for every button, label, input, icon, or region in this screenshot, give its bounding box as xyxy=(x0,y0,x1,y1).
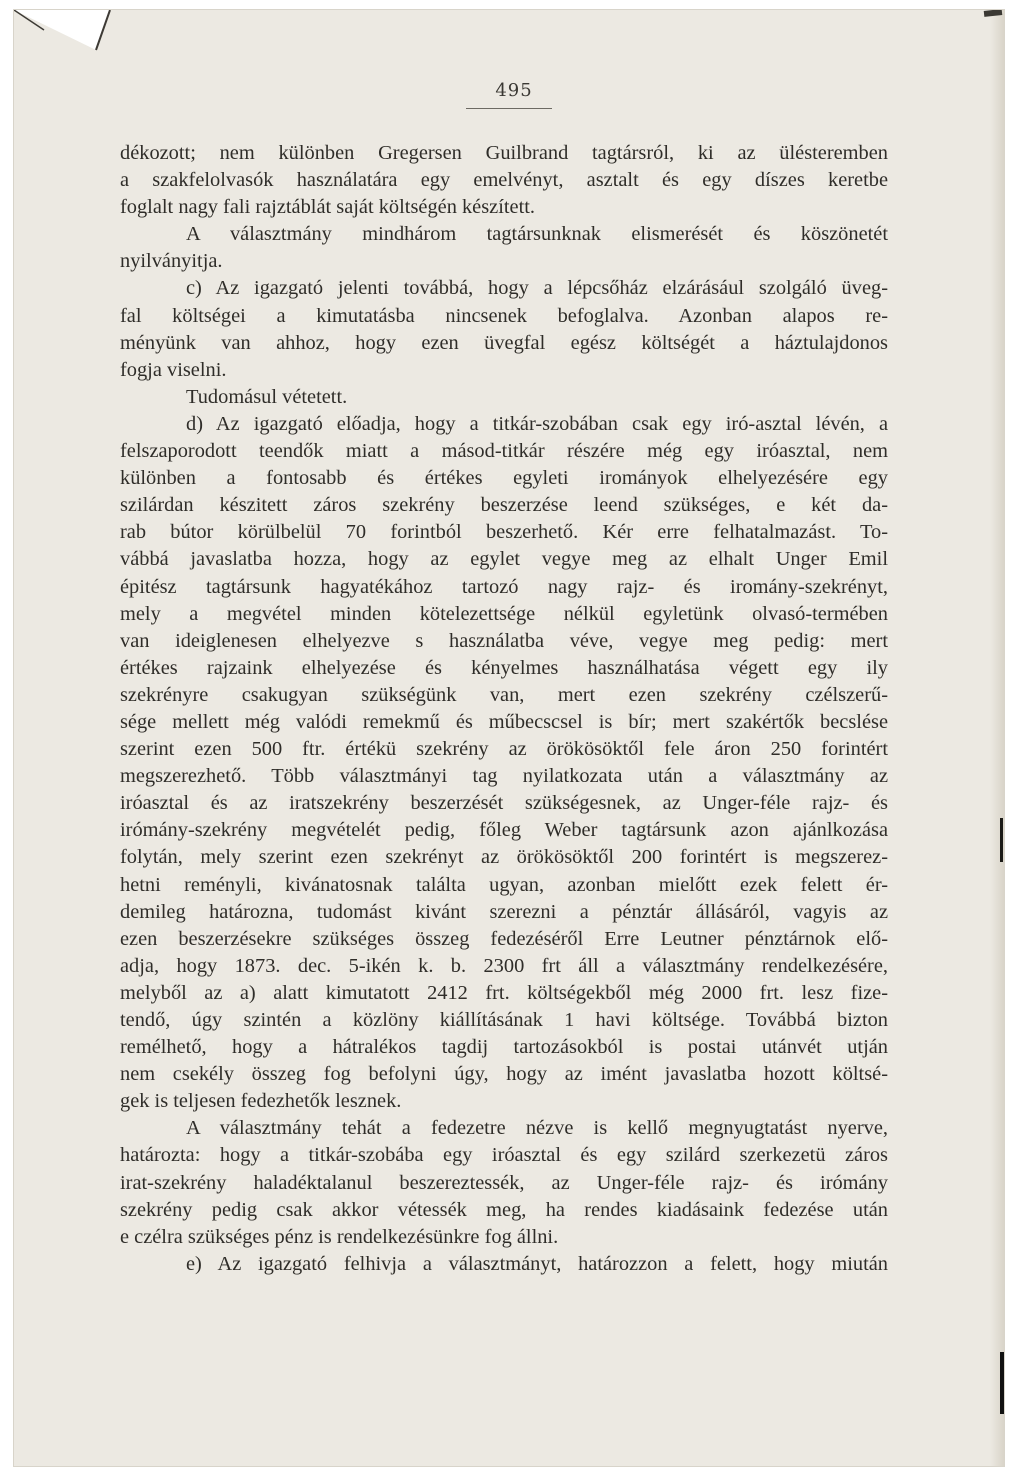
text-line: rab bútor körülbelül 70 forintból beszerhető. Kér erre felhatalmazást. To- xyxy=(120,521,888,544)
header-rule xyxy=(466,108,552,109)
text-line: épitész tagtársunk hagyatékához tartozó nagy rajz- és iromány-szekrényt, xyxy=(120,575,888,598)
text-line: különben a fontosabb és értékes egyleti irományok elhelyezésére egy xyxy=(120,467,888,490)
text-line: ményünk van ahhoz, hogy ezen üvegfal egész költségét a háztulajdonos xyxy=(120,331,888,354)
text-line: a szakfelolvasók használatára egy emelvényt, asztalt és egy díszes keretbe xyxy=(120,169,888,192)
page-edge-shadow xyxy=(990,10,1004,1466)
text-line: szilárdan készitett záros szekrény beszerzése leend szükséges, e két da- xyxy=(120,494,888,517)
text-line: fal költségei a kimutatásba nincsenek befoglalva. Azonban alapos re- xyxy=(120,304,888,327)
text-line: gek is teljesen fedezhetők lesznek. xyxy=(120,1090,402,1113)
text-line: vábbá javaslatba hozza, hogy az egylet vegye meg az elhalt Unger Emil xyxy=(120,548,888,571)
text-line: e czélra szükséges pénz is rendelkezésünkre fog állni. xyxy=(120,1225,559,1248)
text-line: szekrény pedig csak akkor vétessék meg, ha rendes kiadásaink fedezése után xyxy=(120,1198,888,1221)
text-line: sége mellett még valódi remekmű és műbecscsel is bír; mert szakértők becslése xyxy=(120,710,888,733)
body-text xyxy=(120,140,888,1278)
text-line: d) Az igazgató előadja, hogy a titkár-szobában csak egy iró-asztal lévén, a xyxy=(186,412,888,435)
text-line: remélhető, hogy a hátralékos tagdij tartozásokból is postai utánvét utján xyxy=(120,1036,888,1059)
text-line: e) Az igazgató felhivja a választmányt, határozzon a felett, hogy miután xyxy=(186,1252,888,1275)
page-number: 495 xyxy=(495,80,533,101)
text-line: megszerezhető. Több választmányi tag nyilatkozata után a választmány az xyxy=(120,765,888,788)
text-line: hetni reményli, kivánatosnak találta ugyan, azonban mielőtt ezek felett ér- xyxy=(120,873,888,896)
margin-ink-mark xyxy=(1000,818,1003,862)
text-line: tendő, úgy szintén a közlöny kiállításának 1 havi költsége. Továbbá bizton xyxy=(120,1009,888,1031)
text-line: adja, hogy 1873. dec. 5-ikén k. b. 2300 frt áll a választmány rendelkezésére, xyxy=(120,954,888,977)
text-line: foglalt nagy fali rajztáblát saját költségén készített. xyxy=(120,196,536,219)
text-line: melyből az a) alatt kimutatott 2412 frt. költségekből még 2000 frt. lesz fize- xyxy=(120,981,888,1004)
text-line: ezen beszerzésekre szükséges összeg fedezéséről Erre Leutner pénztárnok elő- xyxy=(120,927,888,950)
text-line: folytán, mely szerint ezen szekrényt az örökösöktől 200 forintért is megszerez- xyxy=(120,846,888,869)
text-line: nem csekély összeg fog befolyni úgy, hogy az imént javaslatba hozott költsé- xyxy=(120,1063,888,1086)
text-line: c) Az igazgató jelenti továbbá, hogy a lépcsőház elzárásául szolgáló üveg- xyxy=(186,277,888,300)
text-line: értékes rajzaink elhelyezése és kényelmes használhatása végett egy ily xyxy=(120,656,888,679)
text-line: iróasztal és az iratszekrény beszerzését szükségesnek, az Unger-féle rajz- és xyxy=(120,792,888,815)
text-line: dékozott; nem különben Gregersen Guilbrand tagtársról, ki az ülésteremben xyxy=(120,142,888,164)
text-line: határozta: hogy a titkár-szobába egy iróasztal és egy szilárd szerkezetü záros xyxy=(120,1144,888,1167)
text-line: fogja viselni. xyxy=(120,358,227,381)
text-line: irómány-szekrény megvételét pedig, főleg Weber tagtársunk azon ajánlkozása xyxy=(120,819,888,842)
text-line: A választmány tehát a fedezetre nézve is kellő megnyugtatást nyerve, xyxy=(186,1117,888,1140)
text-line: mely a megvétel minden kötelezettsége nélkül egyletünk olvasó-termében xyxy=(120,602,888,625)
text-line: demileg határozna, tudomást kivánt szerezni a pénztár állásáról, vagyis az xyxy=(120,900,888,923)
text-line: van ideiglenesen elhelyezve s használatba véve, vegye meg pedig: mert xyxy=(120,629,888,652)
text-line: Tudomásul vétetett. xyxy=(186,385,348,408)
text-line: nyilványitja. xyxy=(120,250,223,273)
margin-ink-mark xyxy=(1000,1352,1004,1414)
text-line: A választmány mindhárom tagtársunknak elismerését és köszönetét xyxy=(186,223,888,246)
scanned-page xyxy=(14,10,1004,1466)
text-line: felszaporodott teendők miatt a másod-titkár részére még egy iróasztal, nem xyxy=(120,440,888,463)
text-line: szekrényre csakugyan szükségünk van, mert ezen szekrény czélszerű- xyxy=(120,683,888,706)
text-line: irat-szekrény haladéktalanul beszereztessék, az Unger-féle rajz- és irómány xyxy=(120,1171,888,1194)
text-line: szerint ezen 500 ftr. értékü szekrény az örökösöktől fele áron 250 forintért xyxy=(120,738,888,761)
